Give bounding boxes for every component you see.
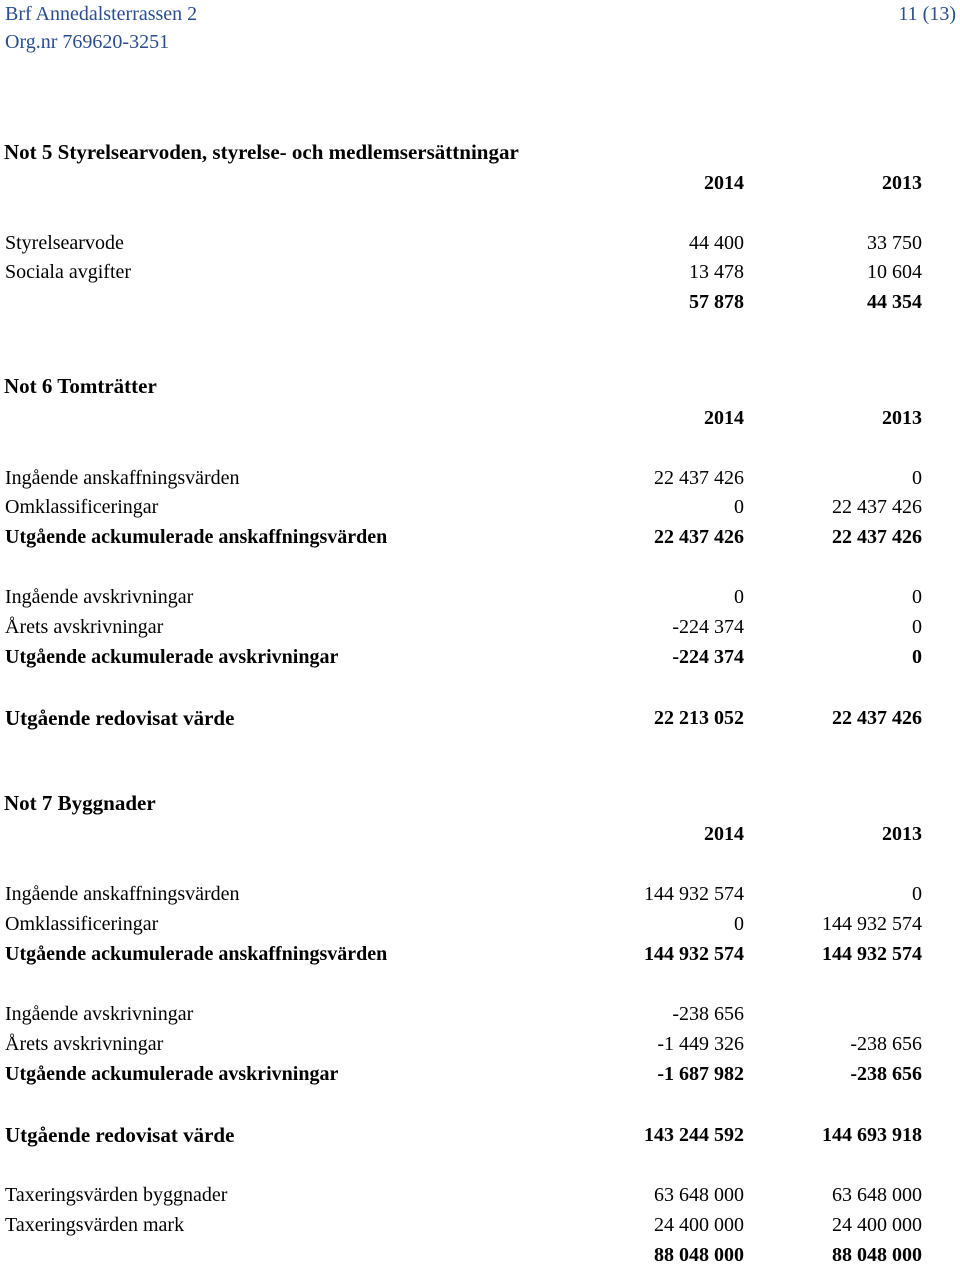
value-2013: 144 932 574 [822,943,922,965]
total-2013: 88 048 000 [832,1244,922,1266]
total-2013: 44 354 [867,291,922,313]
value-2013: 0 [912,883,922,905]
value-2013: 0 [912,616,922,638]
table-row [0,465,960,491]
table-row [0,584,960,610]
value-2014: -224 374 [672,646,744,668]
row-label: Omklassificeringar [5,496,159,518]
total-row [0,289,960,315]
value-2014: 22 437 426 [654,467,744,489]
value-2014: 144 932 574 [644,943,744,965]
value-2013: 24 400 000 [832,1214,922,1236]
row-label: Omklassificeringar [5,913,159,935]
book-value-row [0,1122,960,1148]
value-2013: 0 [912,646,922,668]
table-row [0,230,960,256]
row-label: Utgående redovisat värde [5,706,235,730]
row-label: Taxeringsvärden byggnader [5,1184,228,1206]
value-2013: 144 693 918 [822,1124,922,1146]
year-2013-label: 2013 [882,172,922,194]
table-row [0,259,960,285]
value-2014: 144 932 574 [644,883,744,905]
organization-number: Org.nr 769620-3251 [5,31,170,53]
row-label: Ingående anskaffningsvärden [5,883,240,905]
total-2014: 88 048 000 [654,1244,744,1266]
year-2014-label: 2014 [704,172,744,194]
row-label: Utgående ackumulerade avskrivningar [5,1063,339,1085]
row-label: Utgående ackumulerade anskaffningsvärden [5,943,388,965]
table-row [0,614,960,640]
value-2013: -238 656 [850,1063,922,1085]
value-2013: 10 604 [867,261,922,283]
table-row [0,1182,960,1208]
row-label: Taxeringsvärden mark [5,1214,185,1236]
subtotal-row [0,524,960,550]
table-row [0,1001,960,1027]
value-2013: 63 648 000 [832,1184,922,1206]
subtotal-row [0,1061,960,1087]
note-7-title: Not 7 Byggnader [4,791,156,815]
row-label: Utgående redovisat värde [5,1123,235,1147]
organization-name: Brf Annedalsterrassen 2 [5,3,198,25]
year-2014-label: 2014 [704,823,744,845]
year-2014-label: 2014 [704,407,744,429]
value-2014: 0 [734,586,744,608]
table-row [0,1031,960,1057]
subtotal-row [0,644,960,670]
row-label: Utgående ackumulerade anskaffningsvärden [5,526,388,548]
value-2014: -238 656 [672,1003,744,1025]
value-2014: -1 449 326 [657,1033,744,1055]
table-row [0,911,960,937]
row-label: Årets avskrivningar [5,1033,164,1055]
year-2013-label: 2013 [882,407,922,429]
value-2014: 13 478 [689,261,744,283]
book-value-row [0,705,960,731]
page-number: 11 (13) [898,3,956,25]
row-label: Ingående anskaffningsvärden [5,467,240,489]
table-row [0,494,960,520]
note-7-year-header [0,821,960,847]
row-label: Utgående ackumulerade avskrivningar [5,646,339,668]
table-row [0,1212,960,1238]
total-2014: 57 878 [689,291,744,313]
note-6-title: Not 6 Tomträtter [4,374,157,398]
value-2013: 33 750 [867,232,922,254]
page-header [0,0,960,60]
value-2014: 143 244 592 [644,1124,744,1146]
value-2014: 22 213 052 [654,707,744,729]
year-2013-label: 2013 [882,823,922,845]
row-label: Årets avskrivningar [5,616,164,638]
note-5-year-header [0,170,960,196]
value-2013: -238 656 [850,1033,922,1055]
value-2014: 44 400 [689,232,744,254]
value-2014: 24 400 000 [654,1214,744,1236]
value-2013: 22 437 426 [832,707,922,729]
note-5-title: Not 5 Styrelsearvoden, styrelse- och medlemsersättningar [4,140,519,164]
value-2014: 0 [734,496,744,518]
value-2013: 144 932 574 [822,913,922,935]
value-2014: 63 648 000 [654,1184,744,1206]
row-label: Styrelsearvode [5,232,124,254]
value-2014: -224 374 [672,616,744,638]
table-row [0,881,960,907]
value-2014: 0 [734,913,744,935]
value-2014: -1 687 982 [657,1063,744,1085]
row-label: Ingående avskrivningar [5,586,194,608]
row-label: Ingående avskrivningar [5,1003,194,1025]
value-2013: 22 437 426 [832,526,922,548]
value-2013: 0 [912,467,922,489]
total-row [0,1242,960,1268]
value-2013: 22 437 426 [832,496,922,518]
note-6-year-header [0,405,960,431]
value-2014: 22 437 426 [654,526,744,548]
value-2013: 0 [912,586,922,608]
subtotal-row [0,941,960,967]
row-label: Sociala avgifter [5,261,132,283]
